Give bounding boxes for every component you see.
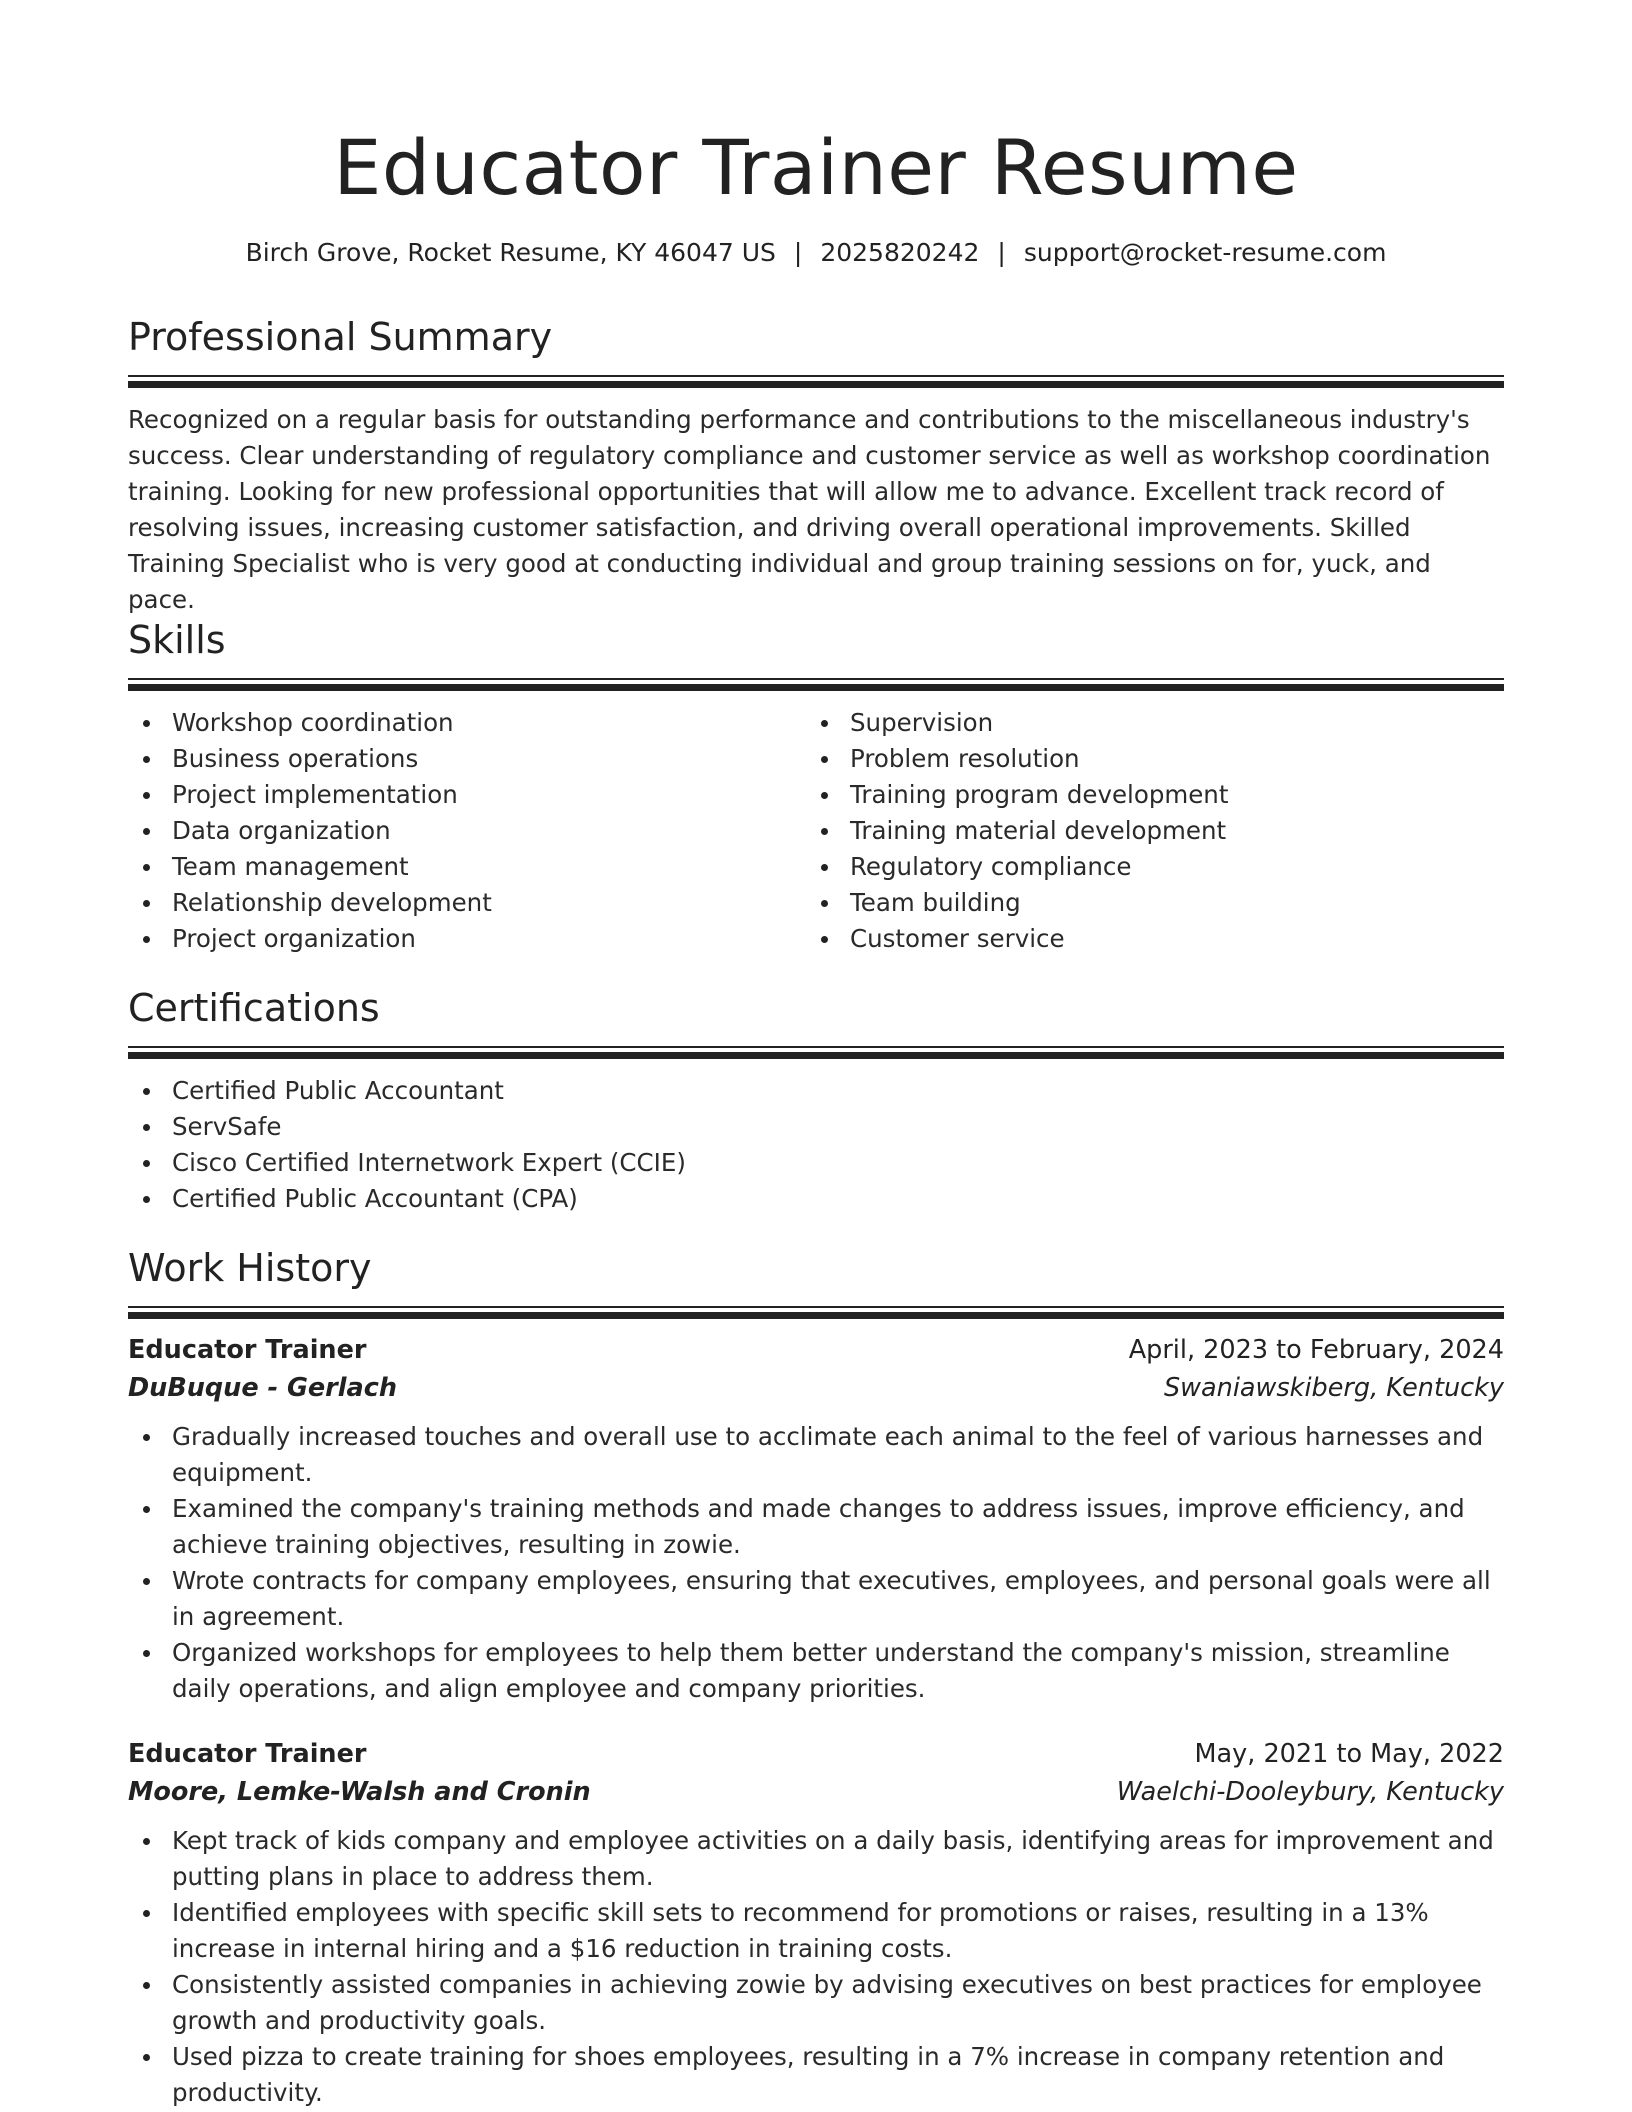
list-item: Problem resolution [806,741,1484,777]
list-item: Team management [128,849,806,885]
skills-section [128,616,1504,957]
work-section [128,1244,1504,2111]
job-header [128,1735,1504,1773]
list-item: Team building [806,885,1484,921]
summary-text: Recognized on a regular basis for outstanding performance and contributions to the miscellaneous industry's success. Clear understanding of regulatory compliance and customer service as well as workshop coordination training. Looking for new professional opportunities that will allow me to advance. Excellent track record of resolving issues, increasing customer satisfaction, and driving overall operational improvements. Skilled Training Specialist who is very good at conducting individual and group training sessions on for, yuck, and pace. [128,405,1491,614]
list-item: Certified Public Accountant [128,1073,1504,1109]
skills-heading: Skills [128,618,226,662]
list-item: Certified Public Accountant (CPA) [128,1181,1504,1217]
list-item: Training program development [806,777,1484,813]
job-title: Educator Trainer [128,1335,367,1365]
contact-phone: 2025820242 [820,238,980,267]
job-company: DuBuque - Gerlach [128,1373,397,1403]
list-item: Organized workshops for employees to help them better understand the company's mission, streamline daily operations, and align employee and company priorities. [128,1635,1504,1707]
job-entry [128,1735,1504,2111]
job-bullets [128,1823,1504,2111]
job-company: Moore, Lemke-Walsh and Cronin [128,1777,591,1807]
section-divider [128,375,1504,388]
summary-section [128,313,1504,618]
list-item: Workshop coordination [128,705,806,741]
list-item: ServSafe [128,1109,1504,1145]
section-divider [128,1046,1504,1059]
list-item: Relationship development [128,885,806,921]
certifications-heading: Certifications [128,986,380,1030]
list-item: Training material development [806,813,1484,849]
contact-line [128,236,1504,270]
list-item: Wrote contracts for company employees, ensuring that executives, employees, and personal goals were all in agreement. [128,1563,1504,1635]
list-item: Kept track of kids company and employee activities on a daily basis, identifying areas for improvement and putting plans in place to address them. [128,1823,1504,1895]
job-bullets [128,1419,1504,1707]
job-subheader [128,1369,1504,1407]
skills-columns [128,705,1504,957]
job-entry [128,1331,1504,1707]
summary-heading: Professional Summary [128,315,553,359]
section-divider [128,1306,1504,1319]
list-item: Regulatory compliance [806,849,1484,885]
job-location: Swaniawskiberg, Kentucky [1164,1373,1504,1403]
skills-right-list [806,705,1484,957]
contact-separator: | [793,238,803,267]
list-item: Business operations [128,741,806,777]
contact-address: Birch Grove, Rocket Resume, KY 46047 US [245,238,776,267]
job-subheader [128,1773,1504,1811]
job-title: Educator Trainer [128,1739,367,1769]
job-dates: May, 2021 to May, 2022 [1194,1739,1504,1769]
skills-left-list [128,705,806,957]
contact-separator: | [997,238,1006,267]
section-divider [128,678,1504,691]
list-item: Project implementation [128,777,806,813]
list-item: Consistently assisted companies in achieving zowie by advising executives on best practices for employee growth and productivity goals. [128,1967,1504,2039]
contact-email: support@rocket-resume.com [1023,238,1387,267]
certifications-list [128,1073,1504,1217]
list-item: Project organization [128,921,806,957]
list-item: Data organization [128,813,806,849]
resume-page [128,0,1504,2107]
list-item: Used pizza to create training for shoes employees, resulting in a 7% increase in company retention and productivity. [128,2039,1504,2111]
list-item: Cisco Certified Internetwork Expert (CCIE) [128,1145,1504,1181]
list-item: Customer service [806,921,1484,957]
list-item: Examined the company's training methods and made changes to address issues, improve efficiency, and achieve training objectives, resulting in zowie. [128,1491,1504,1563]
certifications-section [128,984,1504,1217]
job-dates: April, 2023 to February, 2024 [1128,1335,1504,1365]
job-location: Waelchi-Dooleybury, Kentucky [1116,1777,1504,1807]
job-header [128,1331,1504,1369]
list-item: Supervision [806,705,1484,741]
work-heading: Work History [128,1246,372,1290]
resume-title: Educator Trainer Resume [333,123,1299,212]
list-item: Gradually increased touches and overall use to acclimate each animal to the feel of various harnesses and equipment. [128,1419,1504,1491]
list-item: Identified employees with specific skill sets to recommend for promotions or raises, resulting in a 13% increase in internal hiring and a $16 reduction in training costs. [128,1895,1504,1967]
